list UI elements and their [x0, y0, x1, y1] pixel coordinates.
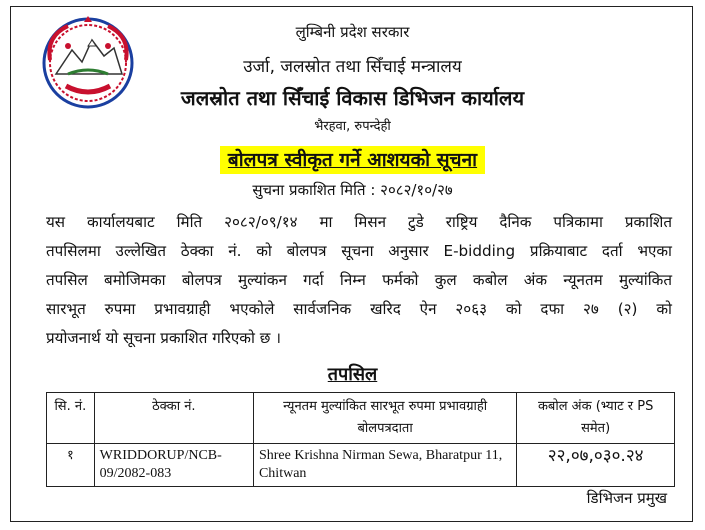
- cell-sn: १: [47, 444, 95, 487]
- office-name: जलस्रोत तथा सिँचाई विकास डिभिजन कार्यालय: [180, 86, 525, 110]
- notice-title: बोलपत्र स्वीकृत गर्ने आशयको सूचना: [220, 146, 485, 174]
- notice-body: [46, 208, 672, 353]
- notice-title-wrap: [0, 146, 705, 174]
- body-line: सारभूत रुपमा प्रभावग्राही भएकोले सार्वजनिक खरिद ऐन २०६३ को दफा २७ (२) को: [46, 300, 672, 318]
- body-line: प्रयोजनार्थ यो सूचना प्रकाशित गरिएको छ ।: [46, 329, 281, 347]
- publish-date: सुचना प्रकाशित मिति : २०८२/१०/२७: [252, 181, 453, 199]
- details-table: [46, 392, 675, 487]
- cell-amount: २२,०७,०३०.२४: [517, 444, 675, 487]
- table-header-row: [47, 393, 675, 444]
- table-row: [47, 444, 675, 487]
- header-sn: सि. नं.: [47, 393, 95, 444]
- header-bidder: न्यूनतम मुल्यांकित सारभूत रुपमा प्रभावग्राही बोलपत्रदाता: [253, 393, 516, 444]
- ministry-name: उर्जा, जलस्रोत तथा सिँचाई मन्त्रालय: [243, 57, 462, 77]
- government-name: लुम्बिनी प्रदेश सरकार: [295, 23, 410, 41]
- header-contract-no: ठेक्का नं.: [94, 393, 253, 444]
- table-heading: तपसिल: [327, 364, 378, 385]
- cell-bidder: Shree Krishna Nirman Sewa, Bharatpur 11, Chitwan: [253, 444, 516, 487]
- body-line: तपसिलमा उल्लेखित ठेक्का नं. को बोलपत्र सूचना अनुसार E-bidding प्रक्रियाबाट दर्ता भएका: [46, 242, 672, 260]
- cell-contract-no: WRIDDORUP/NCB-09/2082-083: [94, 444, 253, 487]
- body-line: तपसिल बमोजिमका बोलपत्र मुल्यांकन गर्दा निम्न फर्मको कुल कबोल अंक न्यूनतम मुल्यांकित: [46, 271, 672, 289]
- header-amount: कबोल अंक (भ्याट र PS समेत): [517, 393, 675, 444]
- body-line: यस कार्यालयबाट मिति २०८२/०९/१४ मा मिसन टुडे राष्ट्रिय दैनिक पत्रिकामा प्रकाशित: [46, 213, 672, 231]
- signature-title: डिभिजन प्रमुख: [586, 489, 667, 507]
- office-location: भैरहवा, रुपन्देही: [314, 119, 391, 134]
